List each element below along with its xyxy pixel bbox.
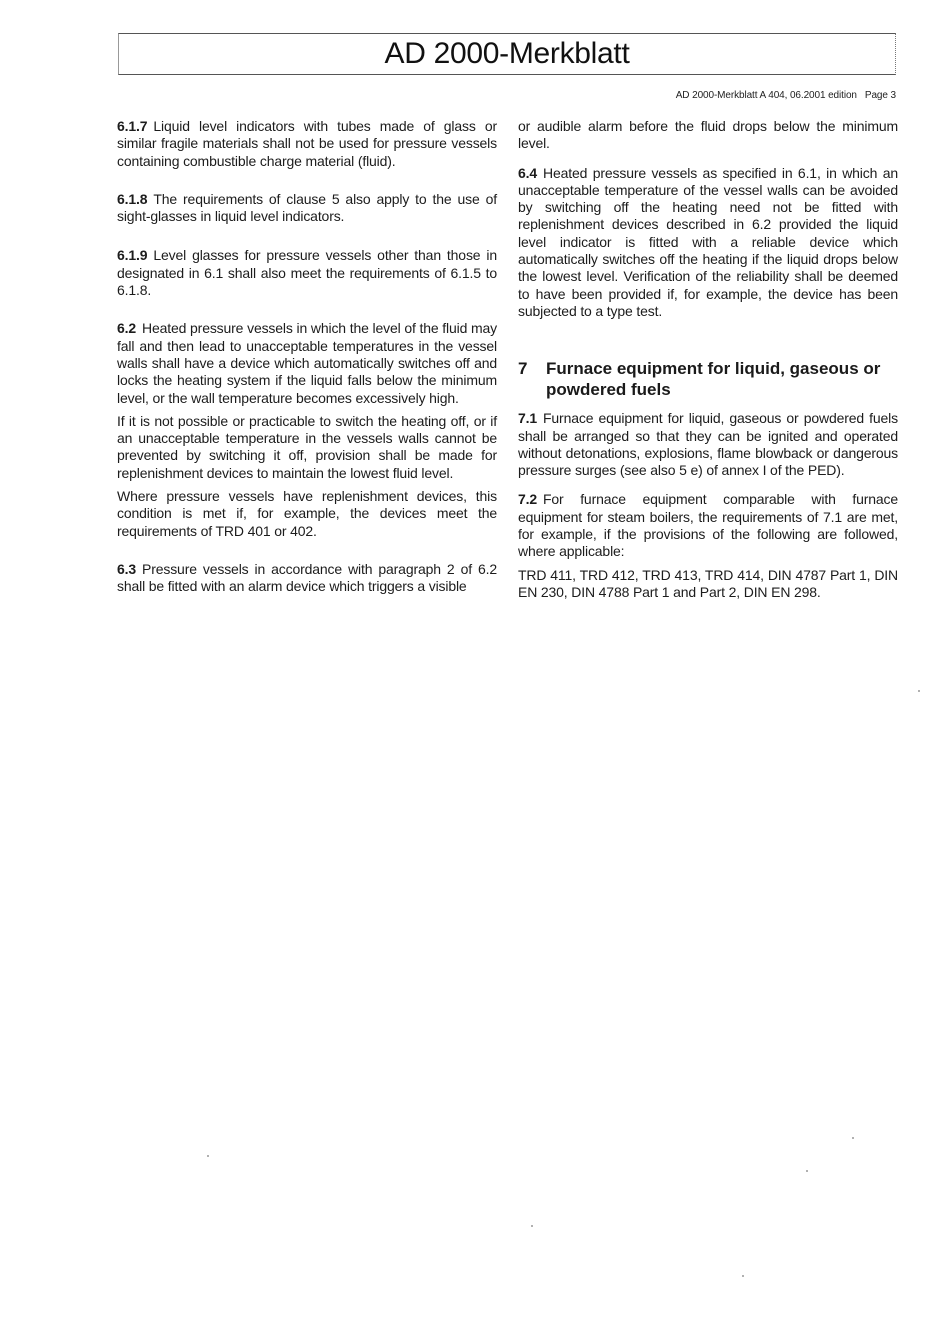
paragraph-6-2-c: Where pressure vessels have replenishment devices, this condition is met if, for example, the devices meet the requirements of TRD 401 or 402. [117, 488, 497, 539]
section-7-heading [518, 358, 898, 400]
clause-text: Level glasses for pressure vessels other than those in designated in 6.1 shall also meet the requirements of 6.1.5 to 6.1.8. [117, 247, 497, 299]
section-title: Furnace equipment for liquid, gaseous or powdered fuels [546, 359, 881, 400]
paragraph-6-4 [518, 165, 898, 321]
paragraph-6-2 [117, 320, 497, 406]
scan-speck [806, 1170, 808, 1172]
clause-text: Heated pressure vessels in which the level of the fluid may fall and then lead to unacceptable temperatures in the vessel walls shall have a device which automatically switches off and locks the heating system if the liquid falls below the minimum level, or the wall temperature becomes excessively high. [117, 320, 497, 406]
clause-text: The requirements of clause 5 also apply to the use of sight-glasses in liquid level indicators. [117, 190, 497, 225]
clause-number: 7.2 [518, 491, 538, 508]
clause-number: 6.2 [117, 320, 137, 337]
paragraph-6-2-b: If it is not possible or practicable to switch the heating off, or if an unacceptable temperature in the vessels walls cannot be prevented by switching it off, provision shall be made for replenishment devices to maintain the lowest fluid level. [117, 412, 497, 481]
clause-number: 6.4 [518, 164, 538, 181]
paragraph-6-1-8 [117, 191, 497, 226]
paragraph-6-3 [117, 561, 497, 596]
scan-speck [531, 1225, 533, 1227]
clause-number: 7.1 [518, 410, 538, 427]
left-column [117, 118, 497, 596]
scan-speck [852, 1137, 854, 1139]
clause-number: 6.3 [117, 560, 137, 577]
scan-speck [742, 1275, 744, 1277]
paragraph-7-2-b: TRD 411, TRD 412, TRD 413, TRD 414, DIN 4787 Part 1, DIN EN 230, DIN 4788 Part 1 and Part 2, DIN EN 298. [518, 566, 898, 600]
running-head: AD 2000-Merkblatt A 404, 06.2001 edition Page 3 [675, 90, 896, 101]
right-column [518, 118, 898, 601]
clause-text: Liquid level indicators with tubes made of glass or similar fragile materials shall not be used for pressure vessels containing combustible charge material (fluid). [117, 118, 497, 169]
clause-text: Heated pressure vessels as specified in 6.1, in which an unacceptable temperature of the vessel walls can be avoided by switching off the heating need not be fitted with replenishment devices described in 6.2 provided the liquid level indicator is fitted with a reliable device which automatically switches off the heating if the liquid drops below the lowest level. Verification of the reliability shall be deemed to have been provided if, for example, the device has been subjected to a type test. [518, 164, 898, 319]
clause-number: 6.1.8 [117, 190, 148, 207]
scan-speck [918, 690, 920, 692]
clause-text: Pressure vessels in accordance with paragraph 2 of 6.2 shall be fitted with an alarm device which triggers a visible [117, 560, 497, 595]
paragraph-6-3-continued: or audible alarm before the fluid drops below the minimum level. [518, 118, 898, 152]
clause-number: 6.1.9 [117, 247, 148, 264]
clause-text: For furnace equipment comparable with furnace equipment for steam boilers, the requirements of 7.1 are met, for example, if the provisions of the following are followed, where applicable: [518, 491, 898, 560]
clause-text: Furnace equipment for liquid, gaseous or powdered fuels shall be arranged so that they can be ignited and operated without detonations, explosions, flame blowback or dangerous pressure surges (see also 5 e) of annex I of the PED). [518, 410, 898, 479]
clause-number: 6.1.7 [117, 118, 148, 134]
header-box [118, 33, 896, 75]
paragraph-6-1-9 [117, 247, 497, 299]
paragraph-7-2 [518, 491, 898, 560]
section-number: 7 [518, 359, 528, 379]
scan-speck [207, 1155, 209, 1157]
page-title: AD 2000-Merkblatt [384, 37, 630, 70]
paragraph-6-1-7 [117, 118, 497, 170]
paragraph-7-1 [518, 410, 898, 479]
